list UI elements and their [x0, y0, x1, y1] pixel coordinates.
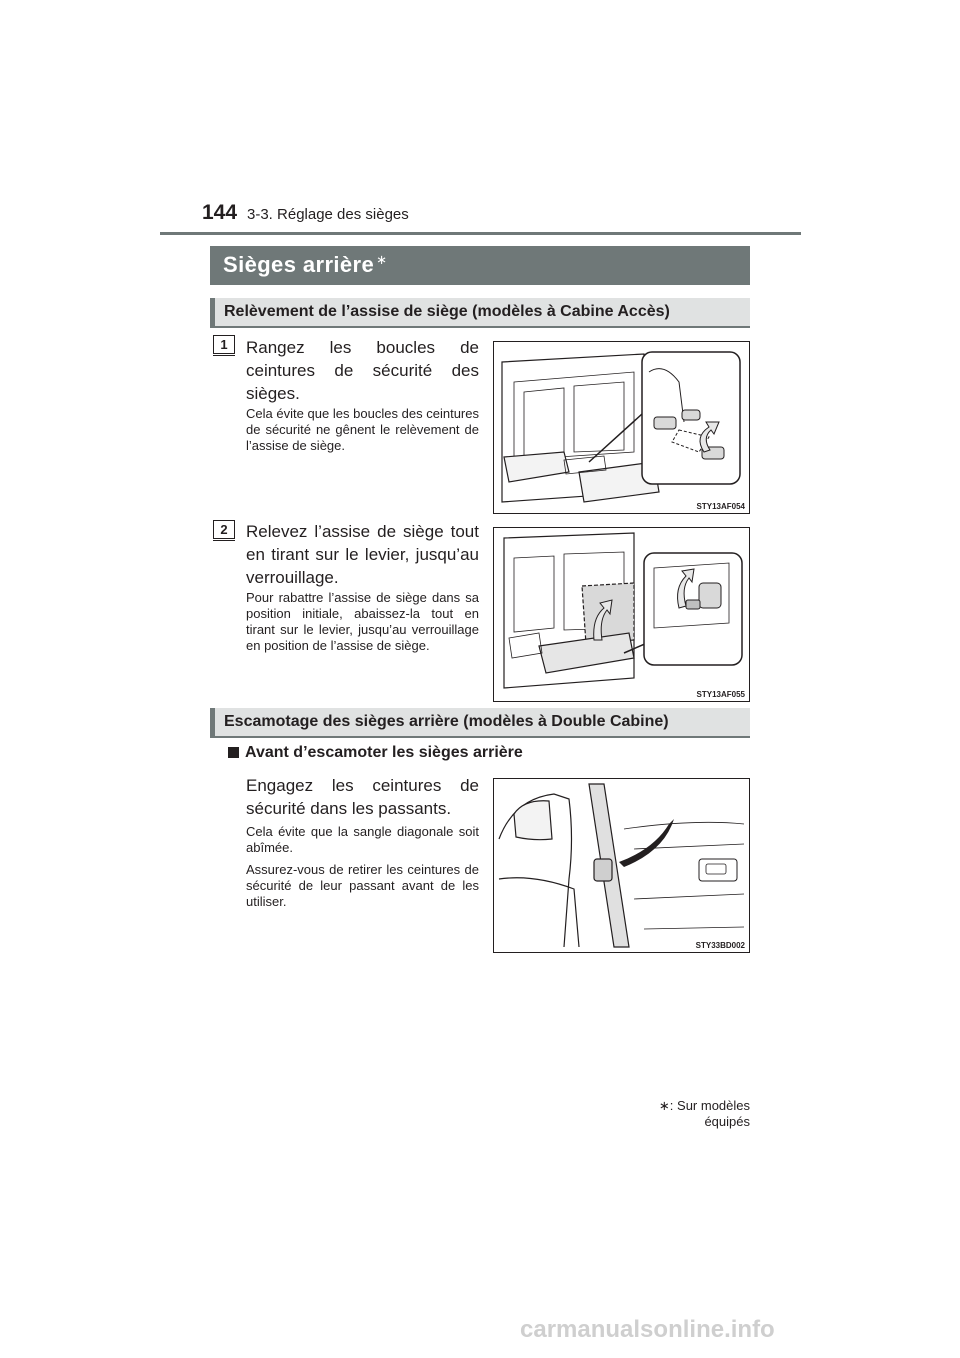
instruction-note: Assurez-vous de retirer les ceintures de sécurité de leur passant avant de les utiliser. [246, 862, 479, 909]
figure-seat-buckles [493, 341, 750, 514]
footnote-text: : Sur modèles équipés [669, 1098, 750, 1129]
figure-code: STY33BD002 [695, 941, 745, 950]
section-title: Sièges arrière [223, 252, 375, 277]
subheading-text: Avant d’escamoter les sièges arrière [245, 744, 523, 761]
subsection-title: Escamotage des sièges arrière (modèles à Double Cabine) [224, 713, 669, 730]
figure-code: STY13AF055 [696, 690, 745, 699]
section-title-mark: ∗ [376, 252, 388, 267]
step-underline [213, 355, 235, 356]
page-number: 144 [202, 201, 238, 224]
section-title-bar [210, 246, 750, 285]
instruction-text: Engagez les ceintures de sécurité dans les passants. [246, 776, 479, 818]
step-text: Rangez les boucles de ceintures de sécurité des sièges. [246, 338, 479, 403]
instruction-note: Cela évite que la sangle diagonale soit abîmée. [246, 824, 479, 855]
figure-code: STY13AF054 [696, 502, 745, 511]
step-number: 2 [213, 520, 235, 539]
header-rule [160, 232, 801, 235]
footnote-mark: ∗ [658, 1098, 670, 1113]
seat-buckles-illustration [494, 342, 749, 513]
subsection-title-bar [210, 298, 750, 328]
step-underline [213, 540, 235, 541]
subsection-title: Relèvement de l’assise de siège (modèles à Cabine Accès) [224, 303, 670, 320]
watermark: carmanualsonline.info [520, 1316, 775, 1343]
figure-seat-raise [493, 527, 750, 702]
footnote [630, 1098, 750, 1129]
seat-raise-illustration [494, 528, 749, 701]
chapter-title: 3-3. Réglage des sièges [247, 206, 409, 223]
step-note: Pour rabattre l’assise de siège dans sa position initiale, abaissez-la tout en tirant sur le levier, jusqu’au verrouillage en position de l’assise de siège. [246, 590, 479, 653]
seatbelt-loop-illustration [494, 779, 749, 952]
figure-seatbelt-loop [493, 778, 750, 953]
subsection-title-bar [210, 708, 750, 738]
step-text: Relevez l’assise de siège tout en tirant sur le levier, jusqu’au verrouillage. [246, 522, 479, 587]
step-number: 1 [213, 335, 235, 354]
subheading [228, 744, 523, 762]
square-bullet-icon [228, 747, 239, 758]
step-note: Cela évite que les boucles des ceintures de sécurité ne gênent le relèvement de l’assise de siège. [246, 406, 479, 453]
